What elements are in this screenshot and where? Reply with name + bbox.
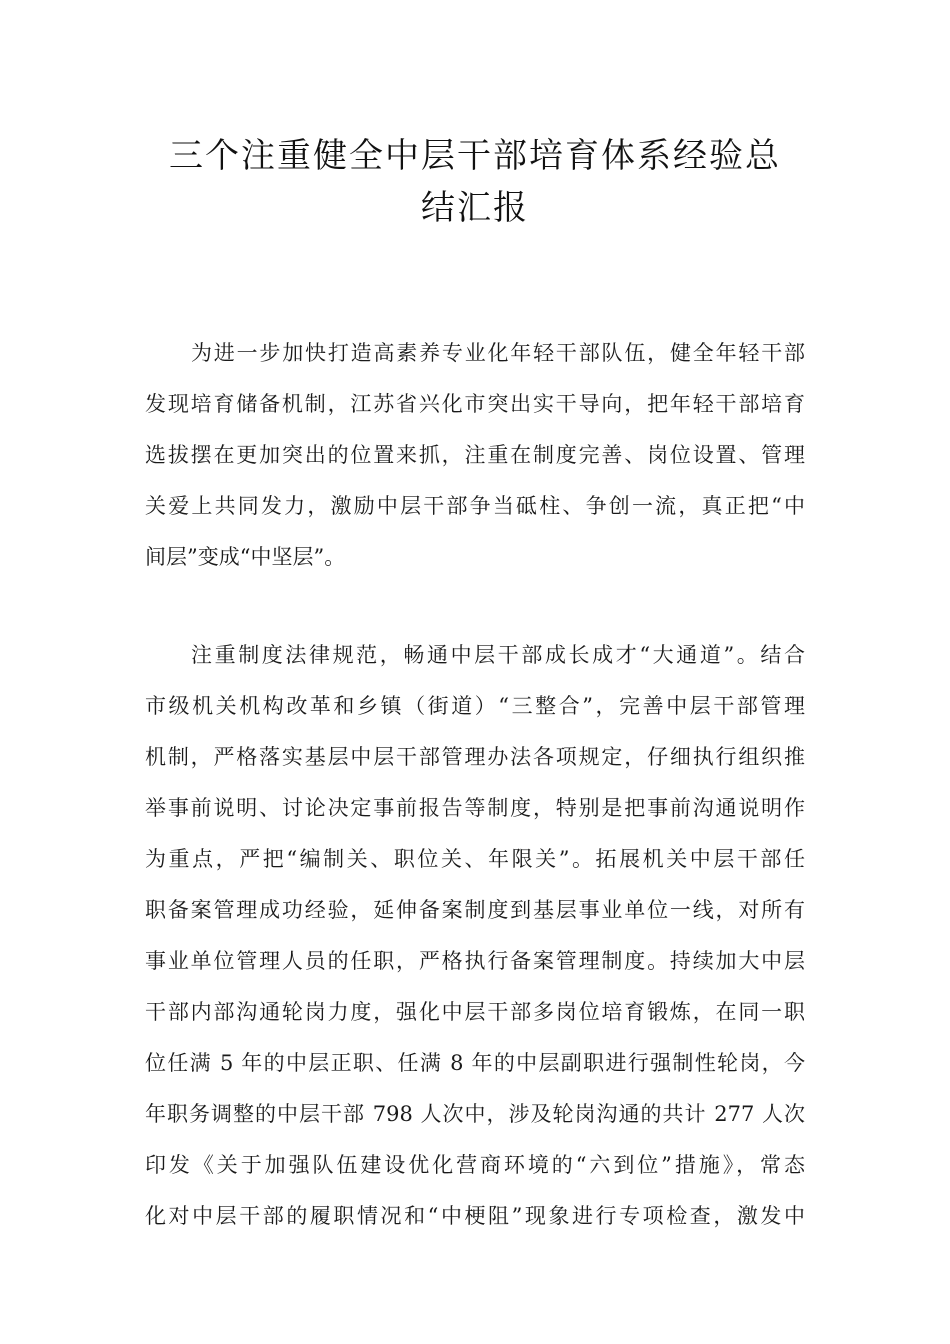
paragraph-intro [145, 328, 805, 583]
document-title [110, 130, 840, 234]
paragraph-gap [145, 583, 805, 630]
text-line: 市级机关机构改革和乡镇（街道）“三整合”，完善中层干部管理 [145, 694, 805, 718]
text-line: 为重点，严把“编制关、职位关、年限关”。拓展机关中层干部任 [145, 847, 805, 871]
text-line: 年职务调整的中层干部 798 人次中，涉及轮岗沟通的共计 277 人次 [145, 1102, 805, 1126]
document-body [145, 328, 805, 1242]
text-line: 关爱上共同发力，激励中层干部争当砥柱、争创一流，真正把“中 [145, 494, 805, 518]
text-line: 发现培育储备机制，江苏省兴化市突出实干导向，把年轻干部培育 [145, 392, 805, 416]
text-line: 事业单位管理人员的任职，严格执行备案管理制度。持续加大中层 [145, 949, 805, 973]
title-line: 三个注重健全中层干部培育体系经验总 [169, 136, 781, 176]
text-line: 举事前说明、讨论决定事前报告等制度，特别是把事前沟通说明作 [145, 796, 805, 820]
text-line: 选拔摆在更加突出的位置来抓，注重在制度完善、岗位设置、管理 [145, 443, 805, 467]
text-line: 为进一步加快打造高素养专业化年轻干部队伍，健全年轻干部 [191, 341, 805, 365]
text-line: 间层”变成“中坚层”。 [145, 545, 346, 569]
text-line: 干部内部沟通轮岗力度，强化中层干部多岗位培育锻炼，在同一职 [145, 1000, 805, 1024]
text-line: 职备案管理成功经验，延伸备案制度到基层事业单位一线，对所有 [145, 898, 805, 922]
paragraph-institutional [145, 630, 805, 1242]
text-line: 化对中层干部的履职情况和“中梗阻”现象进行专项检查，激发中 [145, 1204, 805, 1228]
title-line: 结汇报 [421, 188, 529, 228]
text-line: 印发《关于加强队伍建设优化营商环境的“六到位”措施》，常态 [145, 1153, 805, 1177]
text-line: 注重制度法律规范，畅通中层干部成长成才“大通道”。结合 [191, 643, 805, 667]
text-line: 机制，严格落实基层中层干部管理办法各项规定，仔细执行组织推 [145, 745, 805, 769]
text-line: 位任满 5 年的中层正职、任满 8 年的中层副职进行强制性轮岗，今 [145, 1051, 805, 1075]
